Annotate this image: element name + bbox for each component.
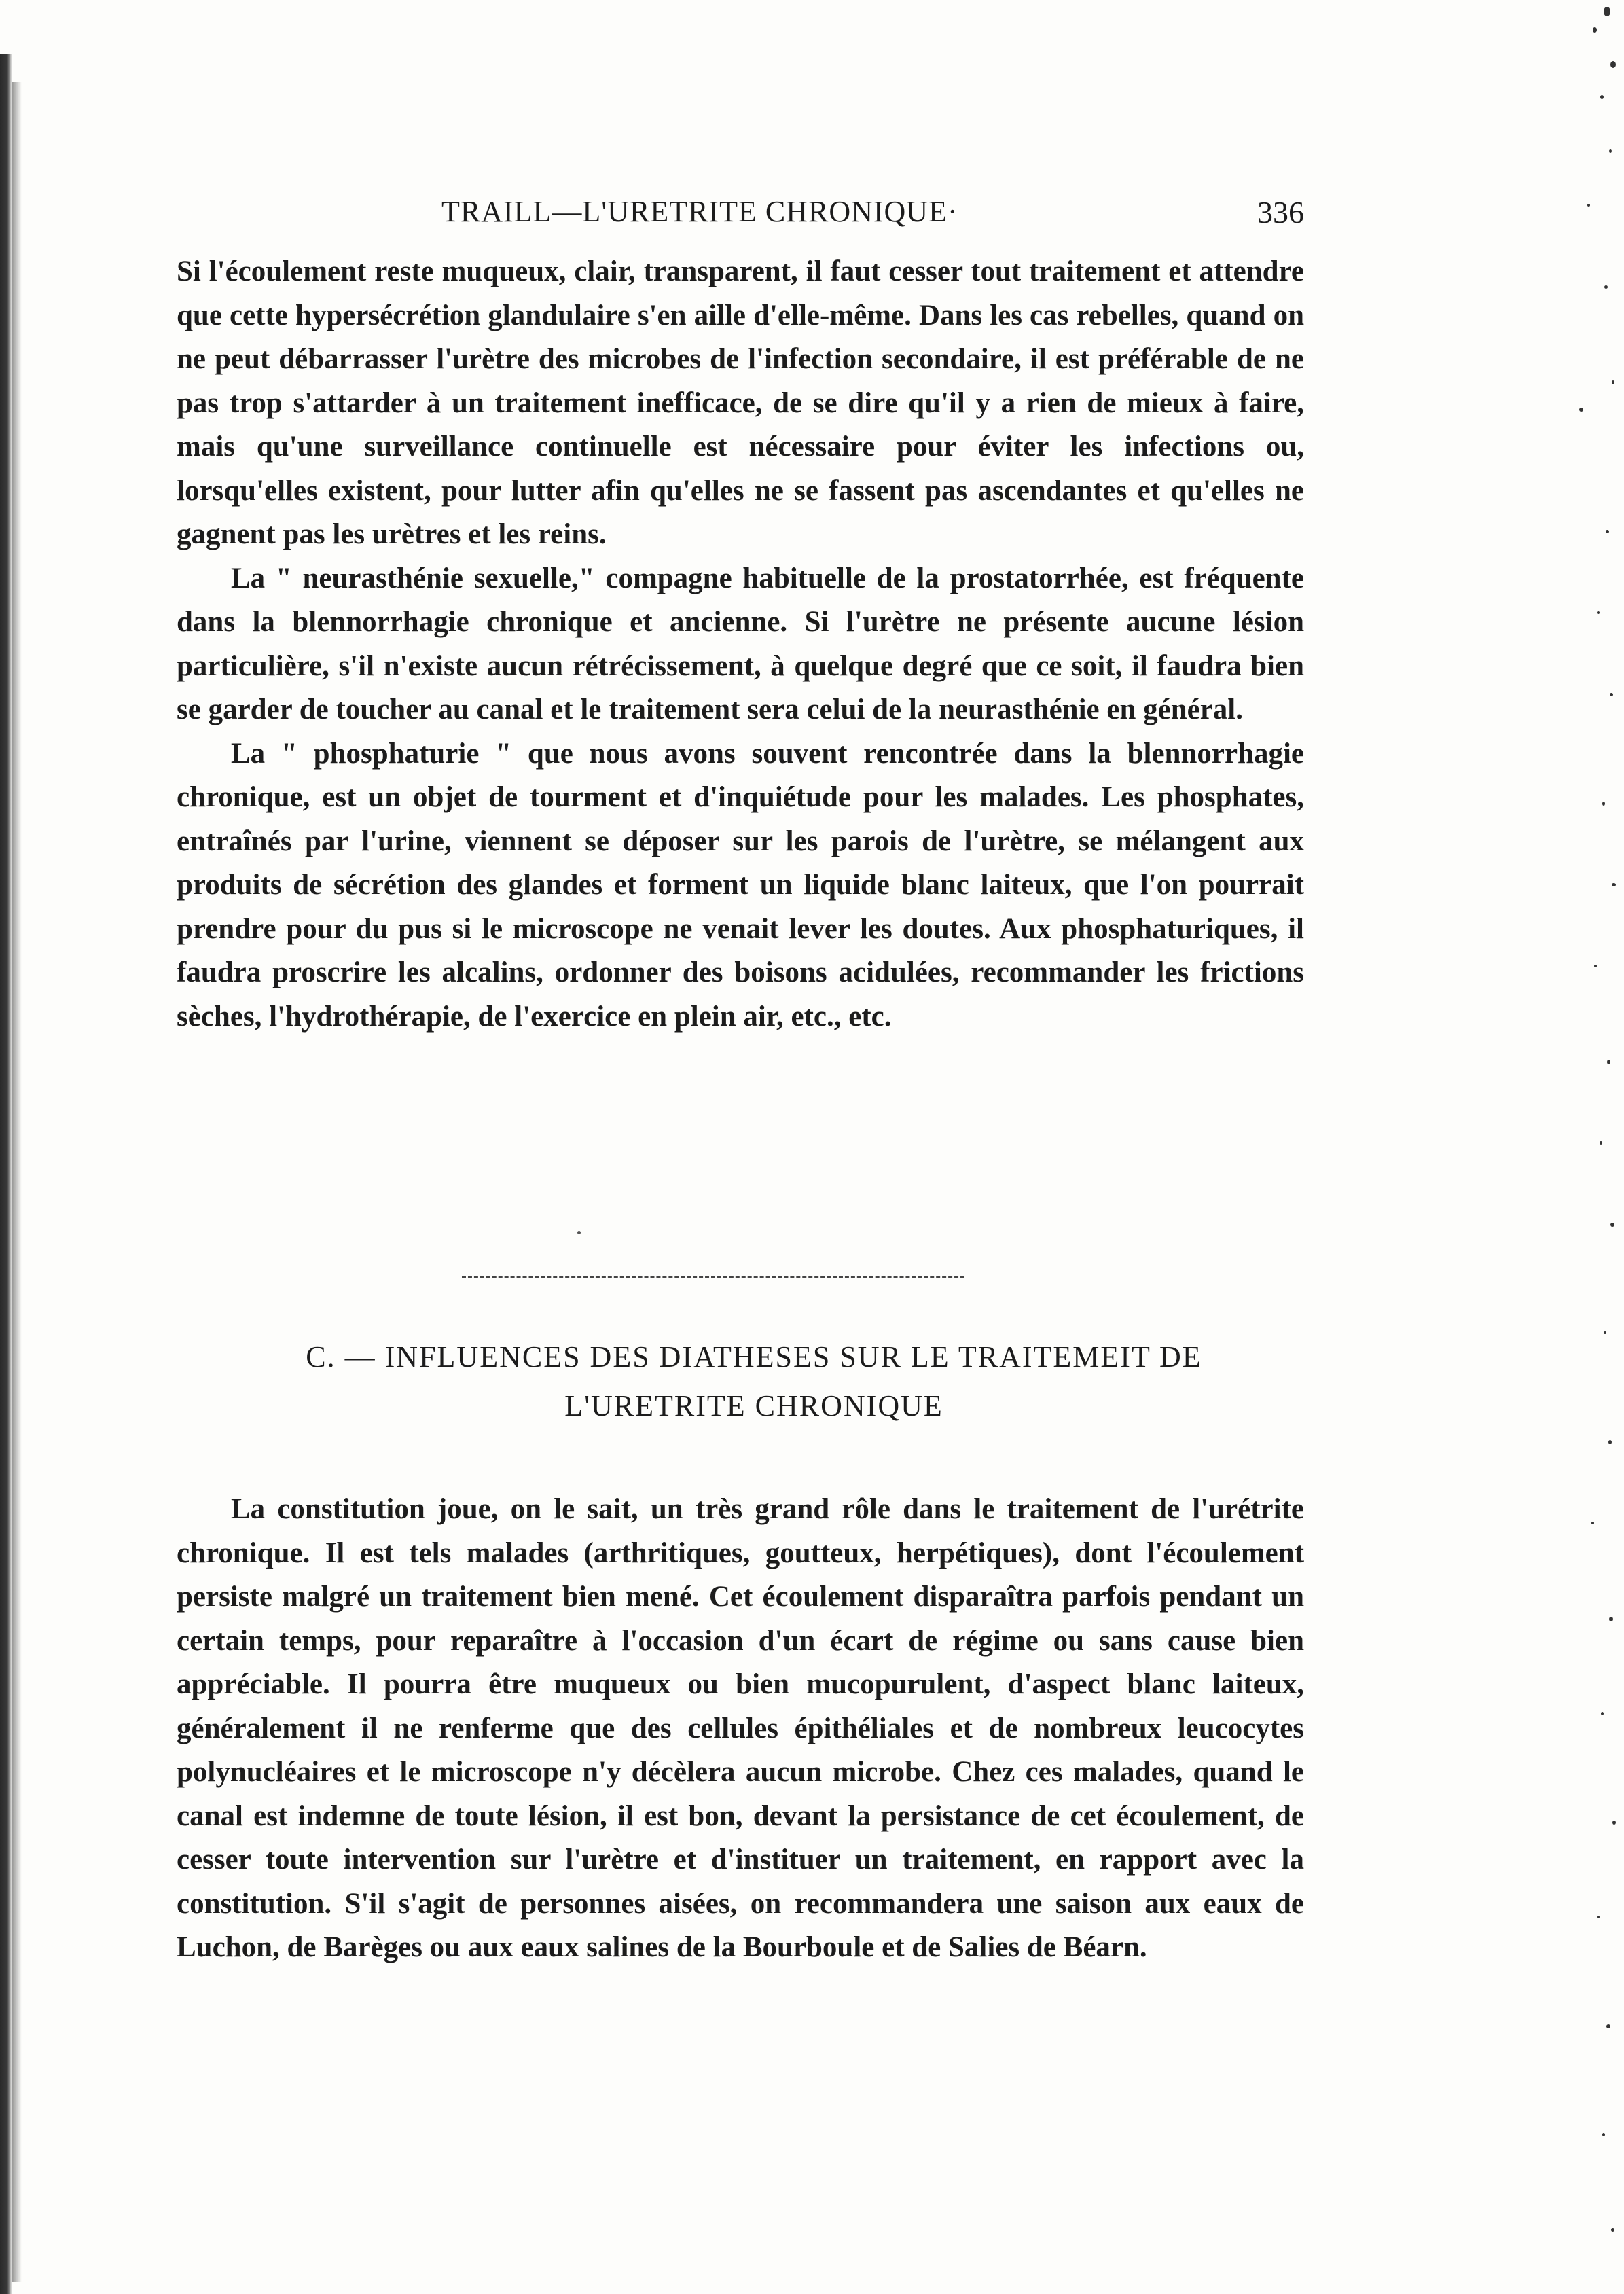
- section-heading: [204, 1333, 1304, 1431]
- section-heading-line: C. — INFLUENCES DES DIATHESES SUR LE TRAITEMEIT DE: [306, 1340, 1202, 1374]
- paragraph: La " phosphaturie " que nous avons souvent rencontrée dans la blennorrhagie chronique, est un objet de tourment et d'inquiétude pour les malades. Les phosphates, entraînés par l'urine, viennent se déposer sur les parois de l'urètre, se mélangent aux produits de sécrétion des glandes et forment un liquide blanc laiteux, que l'on pourrait prendre pour du pus si le microscope ne venait lever les doutes. Aux phosphaturiques, il faudra proscrire les alcalins, ordonner des boisons acidulées, recommander les frictions sèches, l'hydrothérapie, de l'exercice en plein air, etc., etc.: [177, 737, 1304, 1033]
- section-divider-dot: [577, 1231, 581, 1234]
- page-number: 336: [1257, 195, 1304, 230]
- paragraph: Si l'écoulement reste muqueux, clair, transparent, il faut cesser tout traitement et attendre que cette hypersécrétion glandulaire s'en aille d'elle-même. Dans les cas rebelles, quand on ne peut débarrasser l'urètre des microbes de l'infection secondaire, il est préférable de ne pas trop s'attarder à un traitement inefficace, de se dire qu'il y a rien de mieux à faire, mais qu'une surveillance continuelle est nécessaire pour éviter les infections ou, lorsqu'elles existent, pour lutter afin qu'elles ne se fassent pas ascendantes et qu'elles ne gagnent pas les urètres et les reins.: [177, 255, 1304, 550]
- text-block-upper: [177, 250, 1304, 1039]
- binding-shadow-inner: [12, 82, 22, 2282]
- paragraph: La constitution joue, on le sait, un très grand rôle dans le traitement de l'urétrite chronique. Il est tels malades (arthritiques, goutteux, herpétiques), dont l'écoulement persiste malgré un traitement bien mené. Cet écoulement disparaîtra parfois pendant un certain temps, pour reparaître à l'occasion d'un écart de régime ou sans cause bien appréciable. Il pourra être muqueux ou bien mucopurulent, d'aspect blanc laiteux, généralement il ne renferme que des cellules épithéliales et de nombreux leucocytes polynucléaires et le microscope n'y décèlera aucun microbe. Chez ces malades, quand le canal est indemne de toute lésion, il est bon, devant la persistance de cet écoulement, de cesser toute intervention sur l'urètre et d'instituer un traitement, en rapport avec la constitution. S'il s'agit de personnes aisées, on recommandera une saison aux eaux de Luchon, de Barèges ou aux eaux salines de la Bourboule et de Salies de Béarn.: [177, 1493, 1304, 1963]
- page-edge-speckles: [1529, 0, 1624, 2294]
- text-block-lower: [177, 1488, 1304, 1970]
- section-heading-line: L'URETRITE CHRONIQUE: [564, 1389, 943, 1422]
- binding-shadow: [0, 54, 12, 2294]
- section-divider: [462, 1276, 964, 1278]
- running-title: TRAILL—L'URETRITE CHRONIQUE·: [441, 195, 958, 228]
- running-head: [177, 194, 1304, 235]
- paragraph: La " neurasthénie sexuelle," compagne habituelle de la prostatorrhée, est fréquente dans la blennorrhagie chronique et ancienne. Si l'urètre ne présente aucune lésion particulière, s'il n'existe aucun rétrécissement, à quelque degré que ce soit, il faudra bien se garder de toucher au canal et le traitement sera celui de la neurasthénie en général.: [177, 562, 1304, 725]
